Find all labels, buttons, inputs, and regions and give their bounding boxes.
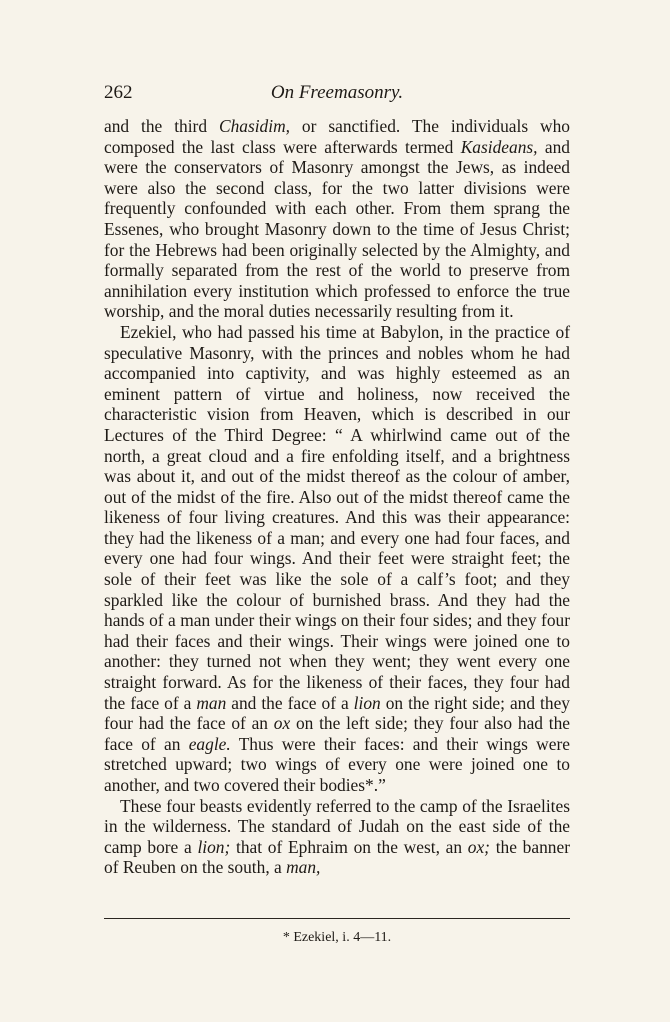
paragraph (104, 796, 570, 878)
text-run: on the right side; and they four had the face of an (104, 692, 570, 734)
italic-text: lion (353, 692, 381, 713)
paragraph (104, 116, 570, 322)
text-run: the banner of Reuben on the south, a (104, 836, 570, 878)
text-run: that of Ephraim on the west, an (230, 836, 468, 857)
footnote: * Ezekiel, i. 4—11. (282, 930, 392, 945)
page-number: 262 (104, 82, 133, 103)
text-run: These four beasts evidently referred to the camp of the Israelites in the wilderness. The standard of Judah on the east side of the camp bore a (104, 795, 570, 857)
italic-text: man (196, 692, 227, 713)
text-run: Ezekiel, who had passed his time at Babylon, in the practice of speculative Masonry, with the princes and nobles whom he had accompanied into captivity, and was highly esteemed as an eminent pattern of virtue and holiness, now received the characteristic vision from Heaven, which is described in our Lectures of the Third Degree: “ A whirlwind came out of the north, a great cloud and a fire enfolding itself, and a brightness was about it, and out of the midst thereof as the colour of amber, out of the midst of the fire. Also out of the midst thereof came the likeness of four living creatures. And this was their appearance: they had the likeness of a man; and every one had four faces, and every one had four wings. And their feet were straight feet; the sole of their feet was like the sole of a calf’s foot; and they sparkled like the colour of burnished brass. And they had the hands of a man under their wings on their four sides; and they four had their faces and their wings. Their wings were joined one to another: they turned not when they went; they went every one straight forward. As for the likeness of their faces, they four had the face of a (104, 321, 570, 713)
body-text (104, 116, 570, 878)
text-run: or sanctified. The individuals who composed the last class were afterwards termed (104, 116, 570, 157)
italic-text: ox (273, 713, 291, 734)
text-run: and were the conservators of Masonry amongst the Jews, as indeed were also the second class, for the two latter divisions were frequently confounded with each other. From them sprang the Essenes, who brought Masonry down to the time of Jesus Christ; for the Hebrews had been originally selected by the Almighty, and formally separated from the rest of the world to preserve from annihilation every institution which professed to enforce the true worship, and the moral duties necessarily resulting from it. (104, 136, 570, 322)
text-run: Thus were their faces: and their wings were stretched upward; two wings of every one were joined one to another, and two covered their bodies*.” (104, 733, 570, 795)
italic-text: man, (286, 857, 321, 878)
italic-text: ox; (467, 836, 490, 857)
text-run: and the third (104, 116, 219, 136)
italic-text: Kasideans, (460, 136, 538, 157)
text-run: on the left side; they four also had the face of an (104, 713, 570, 754)
italic-text: lion; (197, 836, 231, 857)
text-run: and the face of a (226, 692, 354, 713)
paragraph (104, 322, 570, 796)
page-header (104, 82, 570, 110)
italic-text: eagle. (188, 733, 231, 754)
running-title: On Freemasonry. (270, 82, 404, 103)
italic-text: Chasidim, (218, 116, 290, 136)
footnote-rule (104, 918, 570, 919)
